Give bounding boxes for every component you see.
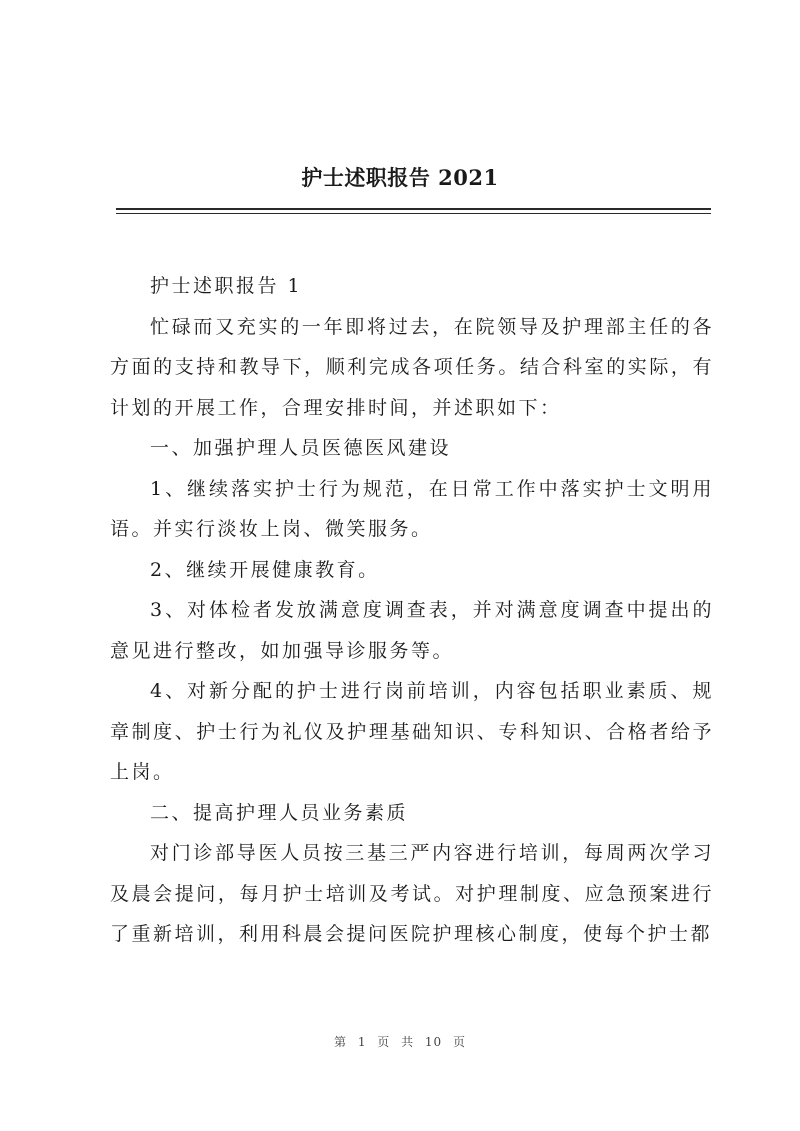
paragraph: 1、继续落实护士行为规范，在日常工作中落实护士文明用语。并实行淡妆上岗、微笑服务。	[110, 477, 714, 540]
paragraph: 3、对体检者发放满意度调查表，并对满意度调查中提出的意见进行整改，如加强导诊服务等。	[110, 599, 714, 662]
document-title: 护士述职报告 2021	[301, 165, 499, 190]
paragraph: 对门诊部导医人员按三基三严内容进行培训，每周两次学习及晨会提问，每月护士培训及考试。对护理制度、应急预案进行了重新培训，利用科晨会提问医院护理核心制度，使每个护士都	[110, 842, 714, 945]
document-body	[110, 266, 714, 955]
title-divider	[116, 208, 711, 210]
paragraph: 2、继续开展健康教育。	[150, 558, 380, 581]
paragraph: 4、对新分配的护士进行岗前培训，内容包括职业素质、规章制度、护士行为礼仪及护理基础知识、专科知识、合格者给予上岗。	[110, 680, 714, 783]
title-divider-thin	[116, 213, 711, 214]
section-heading: 二、提高护理人员业务素质	[150, 801, 409, 824]
page-footer: 第 1 页 共 10 页	[334, 1035, 466, 1049]
paragraph: 忙碌而又充实的一年即将过去，在院领导及护理部主任的各方面的支持和教导下，顺利完成各项任务。结合科室的实际，有计划的开展工作，合理安排时间，并述职如下：	[110, 315, 714, 419]
section-heading: 护士述职报告 1	[150, 275, 303, 297]
section-heading: 一、加强护理人员医德医风建设	[150, 437, 452, 459]
